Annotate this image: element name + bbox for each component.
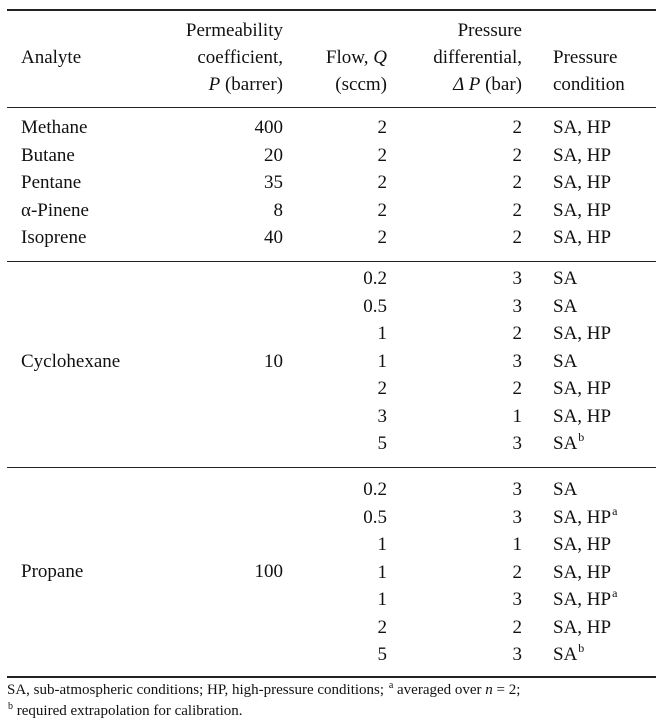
flow-cell: 1 — [377, 323, 387, 344]
analyte-cell: Butane — [21, 144, 75, 166]
permeability-cell: 400 — [254, 117, 283, 138]
condition-text: SA — [553, 295, 578, 317]
condition-footnote-marker: b — [578, 641, 585, 655]
condition-cell — [553, 172, 611, 194]
pressure-diff-cell: 2 — [512, 117, 522, 138]
flow-cell: 2 — [377, 616, 387, 638]
header-flow-line1 — [326, 44, 387, 71]
pressure-diff-cell: 2 — [512, 378, 522, 399]
condition-text: SA, HP — [553, 405, 612, 427]
condition-text: SA, HP — [553, 323, 612, 344]
pressure-diff-cell: 2 — [512, 323, 522, 344]
condition-cell — [553, 323, 611, 345]
permeability-cell: 35 — [264, 172, 283, 193]
condition-cell — [553, 268, 577, 290]
condition-cell — [553, 641, 585, 667]
condition-cell — [553, 378, 611, 400]
condition-text: SA — [553, 350, 578, 372]
analyte-cell: Propane — [21, 561, 84, 582]
footnote-a-marker: a — [388, 680, 394, 691]
condition-text: SA, HP — [553, 506, 612, 528]
flow-cell: 2 — [377, 378, 387, 399]
pressure-diff-cell: 1 — [512, 534, 522, 555]
footnote-a-text-end: = 2; — [492, 682, 521, 698]
flow-cell: 1 — [377, 589, 387, 610]
flow-cell: 2 — [377, 144, 387, 166]
pressure-diff-cell: 3 — [512, 644, 522, 665]
header-flow-line2: (sccm) — [335, 74, 387, 95]
pressure-diff-cell: 2 — [512, 561, 522, 583]
condition-text: SA, HP — [553, 561, 612, 583]
pressure-diff-cell: 1 — [512, 405, 522, 427]
condition-cell — [553, 117, 611, 139]
footnote-line-2 — [7, 701, 243, 723]
header-pd-line1: Pressure — [457, 20, 522, 41]
condition-text: SA, HP — [553, 534, 612, 555]
pressure-diff-cell: 3 — [512, 295, 522, 317]
pressure-diff-cell: 2 — [512, 172, 522, 193]
header-perm-line3 — [209, 71, 283, 98]
flow-cell: 2 — [377, 199, 387, 221]
condition-footnote-marker: b — [578, 430, 585, 444]
condition-cell — [553, 503, 618, 530]
flow-cell: 5 — [377, 644, 387, 665]
condition-cell — [553, 227, 611, 249]
header-pc-line1: Pressure — [553, 47, 618, 68]
analyte-cell: Cyclohexane — [21, 351, 121, 372]
header-pc-line2: condition — [553, 74, 625, 95]
pressure-diff-cell: 2 — [512, 616, 522, 638]
permeability-cell: 8 — [273, 199, 283, 221]
flow-cell: 0.2 — [363, 479, 387, 500]
footnote-n-symbol: n — [485, 682, 493, 698]
condition-cell — [553, 200, 611, 222]
pressure-diff-cell: 3 — [512, 589, 522, 610]
condition-footnote-marker: a — [612, 586, 618, 600]
flow-cell: 1 — [377, 534, 387, 555]
permeability-cell: 100 — [254, 561, 283, 582]
footnote-b-marker: b — [8, 701, 13, 712]
condition-cell — [553, 430, 585, 456]
group-rule-1 — [7, 261, 656, 262]
condition-text: SA — [553, 479, 578, 500]
analyte-cell: Pentane — [21, 172, 82, 193]
permeability-cell: 10 — [264, 351, 283, 372]
footnote-abbrev: SA, sub-atmospheric conditions; HP, high-pressure conditions; — [7, 682, 388, 698]
condition-text: SA, HP — [553, 117, 612, 138]
pressure-diff-cell: 2 — [512, 227, 522, 248]
condition-text: SA — [553, 433, 578, 454]
pressure-diff-cell: 3 — [512, 479, 522, 500]
condition-cell — [553, 586, 618, 612]
pressure-diff-cell: 3 — [512, 433, 522, 454]
pressure-diff-cell: 3 — [512, 506, 522, 528]
flow-cell: 0.5 — [363, 295, 387, 317]
header-analyte: Analyte — [21, 47, 82, 68]
condition-footnote-marker: a — [612, 503, 618, 518]
header-pd-line2: differential, — [433, 47, 522, 68]
condition-cell — [553, 296, 577, 318]
pressure-diff-cell: 2 — [512, 144, 522, 166]
flow-cell: 5 — [377, 433, 387, 454]
flow-cell: 0.2 — [363, 268, 387, 289]
condition-text: SA, HP — [553, 589, 612, 610]
condition-cell — [553, 351, 577, 373]
analyte-cell: Methane — [21, 117, 88, 138]
condition-cell — [553, 617, 611, 639]
flow-cell: 3 — [377, 405, 387, 427]
header-perm-line1: Permeability — [185, 20, 283, 41]
condition-text: SA, HP — [553, 227, 612, 248]
condition-cell — [553, 562, 611, 584]
permeability-cell: 20 — [264, 144, 283, 166]
condition-text: SA, HP — [553, 199, 612, 221]
table-bottom-rule — [7, 676, 656, 678]
perm-symbol: P — [208, 74, 221, 95]
analyte-cell: Isoprene — [21, 227, 87, 248]
condition-cell — [553, 479, 577, 501]
table-top-rule — [7, 9, 656, 11]
pressure-diff-cell: 2 — [512, 199, 522, 221]
header-rule — [7, 107, 656, 108]
condition-text: SA, HP — [553, 378, 612, 399]
flow-cell: 2 — [377, 227, 387, 248]
footnote-b-text: required extrapolation for calibration. — [13, 703, 243, 719]
condition-cell — [553, 406, 611, 428]
group-rule-2 — [7, 467, 656, 468]
condition-text: SA — [553, 644, 578, 665]
condition-cell — [553, 534, 611, 556]
condition-text: SA, HP — [553, 616, 612, 638]
header-perm-line2: coefficient, — [197, 47, 283, 68]
analyte-cell: α-Pinene — [21, 199, 89, 221]
condition-cell — [553, 145, 611, 167]
footnote-line-1 — [7, 680, 520, 702]
flow-label: Flow, — [325, 47, 374, 68]
pressure-diff-cell: 3 — [512, 268, 522, 289]
flow-symbol: Q — [373, 47, 387, 68]
pressure-diff-cell: 3 — [512, 350, 522, 372]
condition-text: SA, HP — [553, 144, 612, 166]
flow-cell: 1 — [377, 561, 387, 583]
perm-unit: (barrer) — [220, 74, 283, 95]
flow-cell: 1 — [377, 350, 387, 372]
flow-cell: 2 — [377, 172, 387, 193]
permeability-cell: 40 — [264, 227, 283, 248]
footnote-a-text: averaged over — [393, 682, 486, 698]
condition-text: SA — [553, 268, 578, 289]
pd-symbol: Δ P — [453, 74, 481, 95]
condition-text: SA, HP — [553, 172, 612, 193]
pd-unit: (bar) — [480, 74, 522, 95]
flow-cell: 0.5 — [363, 506, 387, 528]
header-pd-line3 — [453, 71, 522, 98]
flow-cell: 2 — [377, 117, 387, 138]
